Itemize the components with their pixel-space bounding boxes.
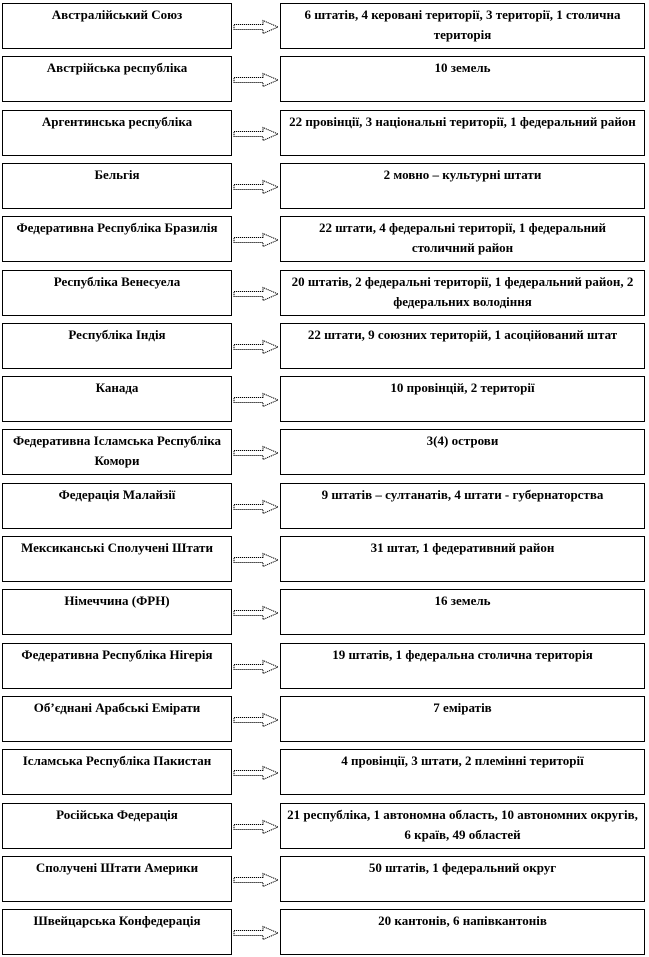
arrow-right-icon <box>233 605 279 621</box>
diagram-row <box>0 376 649 422</box>
divisions-box: 20 штатів, 2 федеральні території, 1 федеральний район, 2 федеральних володіння <box>280 270 645 316</box>
arrow-right-icon <box>233 392 279 408</box>
divisions-box: 22 штати, 4 федеральні території, 1 федеральний столичний район <box>280 216 645 262</box>
country-box: Сполучені Штати Америки <box>2 856 232 902</box>
country-box: Республіка Індія <box>2 323 232 369</box>
country-box: Ісламська Республіка Пакистан <box>2 749 232 795</box>
arrow-right-icon <box>233 19 279 35</box>
divisions-box: 2 мовно – культурні штати <box>280 163 645 209</box>
divisions-box: 9 штатів – султанатів, 4 штати - губернаторства <box>280 483 645 529</box>
diagram-row <box>0 909 649 955</box>
diagram-row <box>0 696 649 742</box>
country-box: Федеративна Ісламська Республіка Комори <box>2 429 232 475</box>
diagram-row <box>0 3 649 49</box>
divisions-box: 16 земель <box>280 589 645 635</box>
diagram-row <box>0 536 649 582</box>
country-box: Аргентинська республіка <box>2 110 232 156</box>
diagram-row <box>0 749 649 795</box>
arrow-right-icon <box>233 925 279 941</box>
divisions-box: 22 провінції, 3 національні території, 1 федеральний район <box>280 110 645 156</box>
divisions-box: 21 республіка, 1 автономна область, 10 автономних округів, 6 країв, 49 областей <box>280 803 645 849</box>
arrow-right-icon <box>233 126 279 142</box>
arrow-right-icon <box>233 765 279 781</box>
divisions-box: 50 штатів, 1 федеральний округ <box>280 856 645 902</box>
divisions-box: 22 штати, 9 союзних територій, 1 асоційований штат <box>280 323 645 369</box>
arrow-right-icon <box>233 819 279 835</box>
country-box: Швейцарська Конфедерація <box>2 909 232 955</box>
divisions-box: 3(4) острови <box>280 429 645 475</box>
country-box: Мексиканські Сполучені Штати <box>2 536 232 582</box>
country-box: Бельгія <box>2 163 232 209</box>
country-box: Канада <box>2 376 232 422</box>
arrow-right-icon <box>233 872 279 888</box>
country-box: Федеративна Республіка Нігерія <box>2 643 232 689</box>
country-box: Австралійський Союз <box>2 3 232 49</box>
country-box: Німеччина (ФРН) <box>2 589 232 635</box>
country-box: Об’єднані Арабські Емірати <box>2 696 232 742</box>
diagram-row <box>0 323 649 369</box>
diagram-row <box>0 643 649 689</box>
divisions-box: 19 штатів, 1 федеральна столична територія <box>280 643 645 689</box>
country-box: Австрійська республіка <box>2 56 232 102</box>
arrow-right-icon <box>233 72 279 88</box>
diagram-row <box>0 856 649 902</box>
country-box: Республіка Венесуела <box>2 270 232 316</box>
diagram-row <box>0 589 649 635</box>
arrow-right-icon <box>233 286 279 302</box>
country-box: Російська Федерація <box>2 803 232 849</box>
diagram-row <box>0 803 649 849</box>
divisions-box: 20 кантонів, 6 напівкантонів <box>280 909 645 955</box>
arrow-right-icon <box>233 179 279 195</box>
divisions-box: 6 штатів, 4 керовані території, 3 території, 1 столична територія <box>280 3 645 49</box>
diagram-row <box>0 56 649 102</box>
arrow-right-icon <box>233 339 279 355</box>
divisions-box: 10 земель <box>280 56 645 102</box>
diagram-row <box>0 163 649 209</box>
divisions-box: 4 провінції, 3 штати, 2 племінні території <box>280 749 645 795</box>
arrow-right-icon <box>233 445 279 461</box>
arrow-right-icon <box>233 552 279 568</box>
diagram-row <box>0 483 649 529</box>
diagram-row <box>0 110 649 156</box>
arrow-right-icon <box>233 232 279 248</box>
arrow-right-icon <box>233 499 279 515</box>
country-box: Федерація Малайзії <box>2 483 232 529</box>
divisions-box: 10 провінцій, 2 території <box>280 376 645 422</box>
diagram-row <box>0 216 649 262</box>
arrow-right-icon <box>233 659 279 675</box>
country-box: Федеративна Республіка Бразилія <box>2 216 232 262</box>
divisions-box: 31 штат, 1 федеративний район <box>280 536 645 582</box>
diagram-row <box>0 270 649 316</box>
diagram-row <box>0 429 649 475</box>
arrow-right-icon <box>233 712 279 728</box>
divisions-box: 7 еміратів <box>280 696 645 742</box>
